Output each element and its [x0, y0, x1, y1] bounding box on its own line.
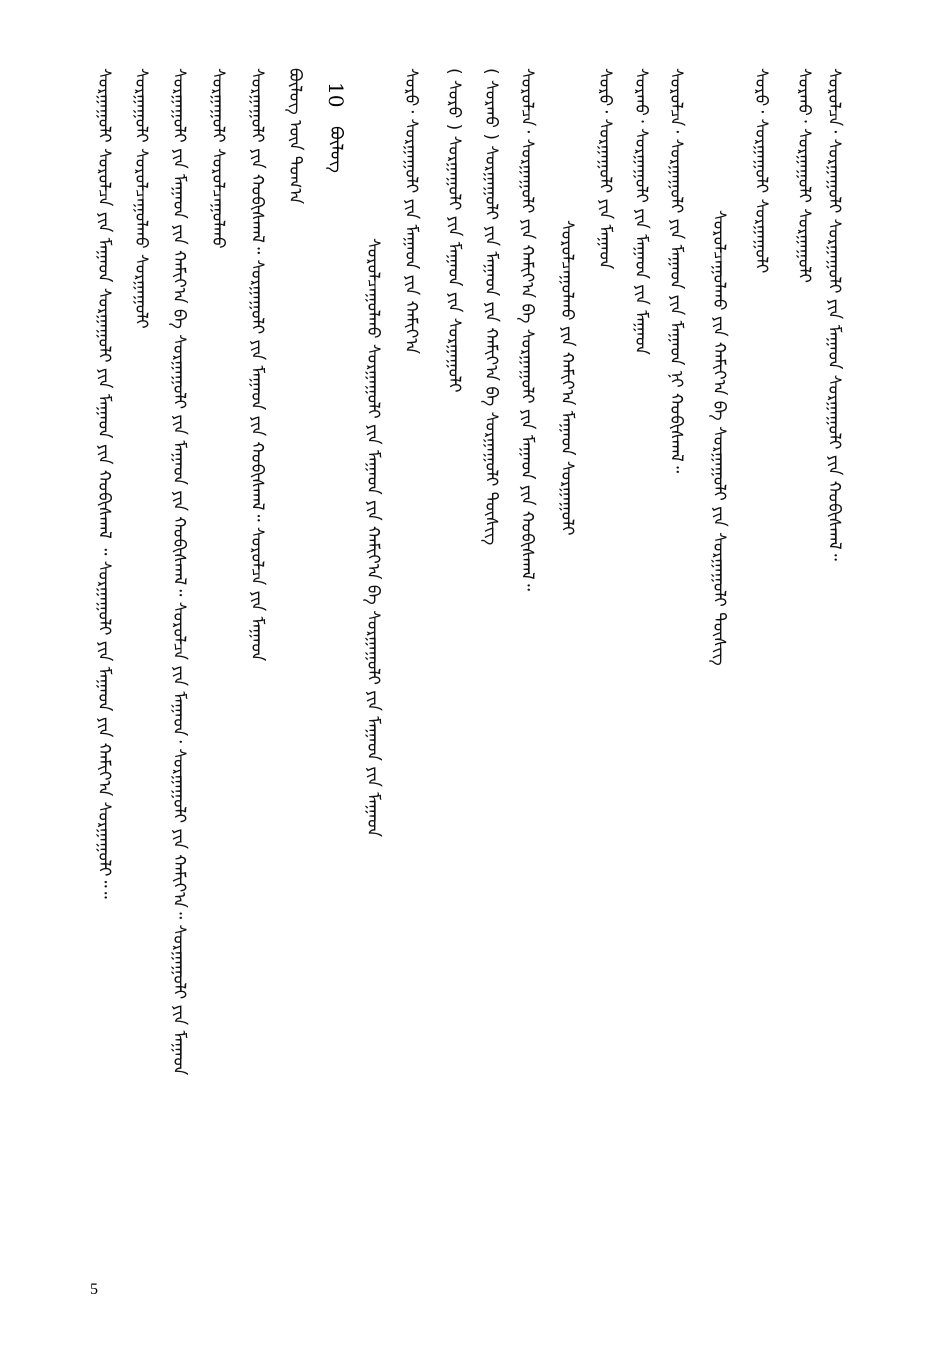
text-column-2: ᠰᠤᠷᠬᠤ᠂ ᠰᠤᠷᠭᠠᠭᠤᠯᠢ ᠰᠤᠷᠭᠠᠭᠤᠯᠢ	[794, 68, 814, 283]
text-column-10: ( ᠰᠤᠷᠬᠤ ) ᠰᠤᠷᠭᠠᠭᠤᠯᠢ ᠶᠢᠨ ᠮᠠᠭᠠᠳ ᠶᠢᠨ ᠬᠠᠮᠢᠶ᠎ᠠ ᠪᠠ ᠰᠤᠷᠭᠠᠭᠤᠯᠢ ᠲᠦᠰᠢᠭ	[481, 68, 501, 546]
text-column-19: ᠰᠤᠷᠭᠠᠭᠤᠯᠢ ᠰᠤᠷᠤᠯᠴᠠᠭᠤᠯᠬᠤ ᠰᠤᠷᠭᠠᠭᠤᠯᠢ	[131, 68, 151, 329]
text-column-5: ᠰᠤᠷᠤᠯᠴᠠ᠂ ᠰᠤᠷᠭᠠᠭᠤᠯᠢ ᠶᠢᠨ ᠮᠠᠭᠠᠳ ᠶᠢᠨ ᠮᠠᠭᠠᠳ ᠨᠢ ᠬᠤᠪᠢᠰᠬᠠᠯ᠃	[666, 68, 686, 474]
text-column-12: ᠰᠤᠷᠤ᠂ ᠰᠤᠷᠭᠠᠭᠤᠯᠢ ᠶᠢᠨ ᠮᠠᠭᠠᠳ ᠶᠢᠨ ᠬᠠᠮᠢᠶ᠎ᠠ	[401, 68, 421, 355]
chapter-heading	[325, 82, 347, 173]
text-column-15: ᠪᠦᠯᠦᠭ ᠦᠨ ᠲᠣᠭ᠎ᠠ	[285, 68, 305, 205]
text-column-1: ᠰᠤᠷᠤᠯᠴᠠ᠂ ᠰᠤᠷᠭᠠᠭᠤᠯᠢ ᠰᠤᠷᠭᠠᠭᠤᠯᠢ ᠶᠢᠨ ᠮᠠᠭᠠᠳ ᠰᠤᠷᠭᠠᠭᠤᠯᠢ ᠶᠢᠨ ᠬᠤᠪᠢᠰᠬᠠᠯ᠃	[824, 68, 844, 561]
text-column-6: ᠰᠤᠷᠬᠤ᠂ ᠰᠤᠷᠭᠠᠭᠤᠯᠢ ᠶᠢᠨ ᠮᠠᠭᠠᠳ ᠶᠢᠨ ᠮᠠᠭᠠᠳ	[631, 68, 651, 355]
text-column-8: ᠰᠤᠷᠤᠯᠴᠠᠭᠤᠯᠬᠤ ᠶᠢᠨ ᠬᠠᠮᠢᠶ᠎ᠠ ᠮᠠᠭᠠᠳ ᠰᠤᠷᠭᠠᠭᠤᠯᠢ	[557, 220, 577, 536]
text-column-16: ᠰᠤᠷᠭᠠᠭᠤᠯᠢ ᠶᠢᠨ ᠬᠤᠪᠢᠰᠬᠠᠯ᠃ ᠰᠤᠷᠭᠠᠭᠤᠯᠢ ᠶᠢᠨ ᠮᠠᠭᠠᠳ ᠶᠢᠨ ᠬᠤᠪᠢᠰᠬᠠᠯ᠃ ᠰᠤᠷᠤᠯᠴᠠ ᠶᠢᠨ ᠮᠠᠭᠠᠳ	[247, 68, 267, 662]
page-number: 5	[90, 1281, 98, 1298]
text-column-13: ᠰᠤᠷᠤᠯᠴᠠᠭᠤᠯᠬᠤ ᠰᠤᠷᠭᠠᠭᠤᠯᠢ ᠶᠢᠨ ᠮᠠᠭᠠᠳ ᠶᠢᠨ ᠬᠠᠮᠢᠶ᠎ᠠ ᠪᠠ ᠰᠤᠷᠭᠠᠭᠤᠯᠢ ᠶᠢᠨ ᠮᠠᠭᠠᠳ ᠶᠢᠨ ᠮᠠᠭᠠᠳ	[363, 238, 383, 837]
text-column-18: ᠰᠤᠷᠭᠠᠭᠤᠯᠢ ᠶᠢᠨ ᠮᠠᠭᠠᠳ ᠶᠢᠨ ᠬᠠᠮᠢᠶ᠎ᠠ ᠪᠠ ᠰᠤᠷᠭᠠᠭᠤᠯᠢ ᠶᠢᠨ ᠮᠠᠭᠠᠳ ᠶᠢᠨ ᠬᠤᠪᠢᠰᠬᠠᠯ᠃ ᠰᠤᠷᠤᠯᠴᠠ ᠶᠢᠨ ᠮᠠᠭᠠᠳ᠂ ᠰᠤᠷᠭᠠᠭᠤᠯᠢ ᠶᠢᠨ ᠬᠠᠮᠢᠶ᠎ᠠ᠃ ᠰᠤᠷᠭᠠᠭᠤᠯᠢ ᠶᠢᠨ ᠮᠠᠭᠠᠳ	[169, 68, 189, 1076]
chapter-word: ᠪᠦᠯᠦᠭ	[326, 126, 346, 173]
text-column-4: ᠰᠤᠷᠤᠯᠴᠠᠭᠤᠯᠬᠤ ᠶᠢᠨ ᠬᠠᠮᠢᠶ᠎ᠠ ᠪᠠ ᠰᠤᠷᠭᠠᠭᠤᠯᠢ ᠶᠢᠨ ᠰᠤᠷᠭᠠᠭᠤᠯᠢ ᠲᠦᠰᠢᠭ	[709, 210, 729, 666]
text-column-3: ᠰᠤᠷᠤ᠂ ᠰᠤᠷᠭᠠᠭᠤᠯᠢ ᠰᠤᠷᠭᠠᠭᠤᠯᠢ	[751, 68, 771, 274]
chapter-number: 10	[324, 82, 348, 108]
text-column-9: ᠰᠤᠷᠤᠯᠴᠠ᠂ ᠰᠤᠷᠭᠠᠭᠤᠯᠢ ᠶᠢᠨ ᠬᠠᠮᠢᠶ᠎ᠠ ᠪᠠ ᠰᠤᠷᠭᠠᠭᠤᠯᠢ ᠶᠢᠨ ᠮᠠᠭᠠᠳ ᠶᠢᠨ ᠬᠤᠪᠢᠰᠬᠠᠯ᠃	[517, 68, 537, 591]
text-column-7: ᠰᠤᠷᠤ᠂ ᠰᠤᠷᠭᠠᠭᠤᠯᠢ ᠶᠢᠨ ᠮᠠᠭᠠᠳ	[595, 68, 615, 270]
text-column-17: ᠰᠤᠷᠭᠠᠭᠤᠯᠢ ᠰᠤᠷᠤᠯᠴᠠᠭᠤᠯᠬᠤ	[208, 68, 228, 249]
text-column-11: ( ᠰᠤᠷᠤ ) ᠰᠤᠷᠭᠠᠭᠤᠯᠢ ᠶᠢᠨ ᠮᠠᠭᠠᠳ ᠶᠢᠨ ᠰᠤᠷᠭᠠᠭᠤᠯᠢ	[444, 68, 464, 393]
text-column-20: ᠰᠤᠷᠭᠠᠭᠤᠯᠢ ᠰᠤᠷᠤᠯᠴᠠ ᠶᠢᠨ ᠮᠠᠭᠠᠳ ᠰᠤᠷᠭᠠᠭᠤᠯᠢ ᠶᠢᠨ ᠮᠠᠭᠠᠳ ᠶᠢᠨ ᠬᠤᠪᠢᠰᠬᠠᠯ ᠃ ᠰᠤᠷᠭᠠᠭᠤᠯᠢ ᠶᠢᠨ ᠮᠠᠭᠠᠳ ᠶᠢᠨ ᠬᠠᠮᠢᠶ᠎ᠠ ᠰᠤᠷᠭᠠᠭᠤᠯᠢ᠃᠃	[94, 68, 114, 899]
